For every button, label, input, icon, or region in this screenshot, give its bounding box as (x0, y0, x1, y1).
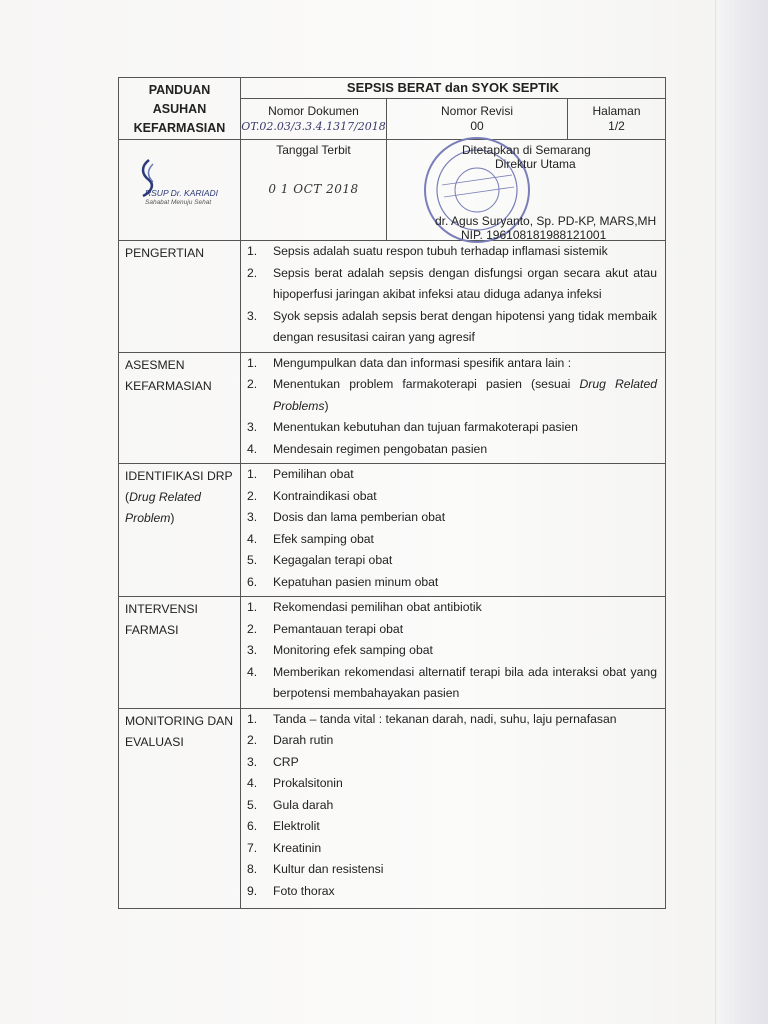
doc-type-cell (119, 78, 241, 140)
page-edge (715, 0, 768, 1024)
section-row (119, 352, 666, 464)
doc-type-line-1: PANDUAN (148, 83, 211, 97)
signer-name: dr. Agus Suryanto, Sp. PD-KP, MARS,MH (435, 214, 657, 228)
signer-nip: NIP. 196108181988121001 (461, 228, 607, 242)
list-item: 1. Rekomendasi pemilihan obat antibiotik (247, 600, 482, 614)
list-item: 5. Gula darah (247, 797, 334, 812)
section-label-identifikasi-drp: IDENTIFIKASI DRP (Drug Related Problem) (119, 464, 241, 597)
doc-type-line-3: KEFARMASIAN (133, 121, 226, 135)
hospital-name: RSUP Dr. KARIADI (145, 188, 219, 198)
hospital-logo-cell (119, 140, 241, 241)
list-item: 4. Memberikan rekomendasi alternatif terapi bila ada interaksi obat yang berpotensi membahayakan pasien (247, 664, 657, 700)
list-item: 9. Foto thorax (247, 883, 335, 898)
nomor-revisi (387, 99, 568, 139)
list-item: 1. Tanda – tanda vital : tekanan darah, nadi, suhu, laju pernafasan (247, 711, 617, 726)
tanggal-terbit-label: Tanggal Terbit (276, 143, 351, 157)
document-title: SEPSIS BERAT dan SYOK SEPTIK (241, 78, 666, 99)
list-item: 6. Kepatuhan pasien minum obat (247, 574, 439, 589)
list-item: 2. Menentukan problem farmakoterapi pasien (sesuai Drug Related Problems) (247, 377, 657, 413)
nomor-dokumen-value: OT.02.03/3.3.4.1317/2018 (241, 120, 386, 133)
section-label-monitoring: MONITORING DAN EVALUASI (119, 708, 241, 909)
doc-meta-cell (241, 99, 666, 140)
section-row (119, 464, 666, 597)
section-content (241, 241, 666, 353)
hospital-tagline: Sahabat Menuju Sehat (145, 199, 212, 206)
section-content (241, 597, 666, 709)
list-item: 5. Kegagalan terapi obat (247, 553, 393, 567)
list-item: 3. CRP (247, 754, 299, 769)
section-content (241, 352, 666, 464)
halaman-value: 1/2 (608, 119, 625, 133)
list-item: 2. Pemantauan terapi obat (247, 621, 404, 636)
list-item: 4. Mendesain regimen pengobatan pasien (247, 441, 488, 456)
ditetapkan-line-1: Ditetapkan di Semarang (462, 143, 591, 157)
section-label-asesmen: ASESMEN KEFARMASIAN (119, 352, 241, 464)
nomor-dokumen-label: Nomor Dokumen (268, 104, 359, 118)
ditetapkan-block (387, 140, 665, 240)
tanggal-terbit (241, 140, 387, 240)
section-label-pengertian: PENGERTIAN (119, 241, 241, 353)
section-row (119, 708, 666, 909)
list-item: 4. Prokalsitonin (247, 776, 343, 790)
nomor-dokumen (241, 99, 387, 139)
list-item: 4. Efek samping obat (247, 531, 374, 546)
tanggal-terbit-value: 0 1 OCT 2018 (268, 182, 359, 196)
list-item: 3. Menentukan kebutuhan dan tujuan farmakoterapi pasien (247, 420, 578, 434)
approval-cell (241, 140, 666, 241)
doc-type-line-2: ASUHAN (152, 102, 207, 116)
list-item: 3. Dosis dan lama pemberian obat (247, 510, 446, 524)
halaman (568, 99, 665, 139)
list-item: 2. Darah rutin (247, 733, 334, 747)
list-item: 3. Monitoring efek samping obat (247, 643, 433, 657)
ditetapkan-line-2: Direktur Utama (495, 157, 576, 171)
list-item: 1. Pemilihan obat (247, 467, 354, 481)
section-label-intervensi: INTERVENSI FARMASI (119, 597, 241, 709)
list-item: 2. Sepsis berat adalah sepsis dengan disfungsi organ secara akut atau hipoperfusi jaringan akibat infeksi atau diduga adanya infeksi (247, 265, 657, 301)
list-item: 8. Kultur dan resistensi (247, 862, 384, 876)
halaman-label: Halaman (592, 104, 641, 118)
list-item: 1. Mengumpulkan data dan informasi spesifik antara lain : (247, 355, 572, 370)
list-item: 1. Sepsis adalah suatu respon tubuh terhadap inflamasi sistemik (247, 244, 608, 258)
section-content (241, 464, 666, 597)
section-row (119, 597, 666, 709)
section-content (241, 708, 666, 909)
sop-table (118, 77, 666, 909)
nomor-revisi-value: 00 (470, 119, 484, 133)
list-item: 7. Kreatinin (247, 840, 322, 855)
list-item: 6. Elektrolit (247, 819, 320, 833)
list-item: 3. Syok sepsis adalah sepsis berat dengan hipotensi yang tidak membaik dengan resusitasi cairan yang agresif (247, 308, 657, 344)
section-row (119, 241, 666, 353)
nomor-revisi-label: Nomor Revisi (440, 104, 513, 118)
list-item: 2. Kontraindikasi obat (247, 488, 377, 503)
